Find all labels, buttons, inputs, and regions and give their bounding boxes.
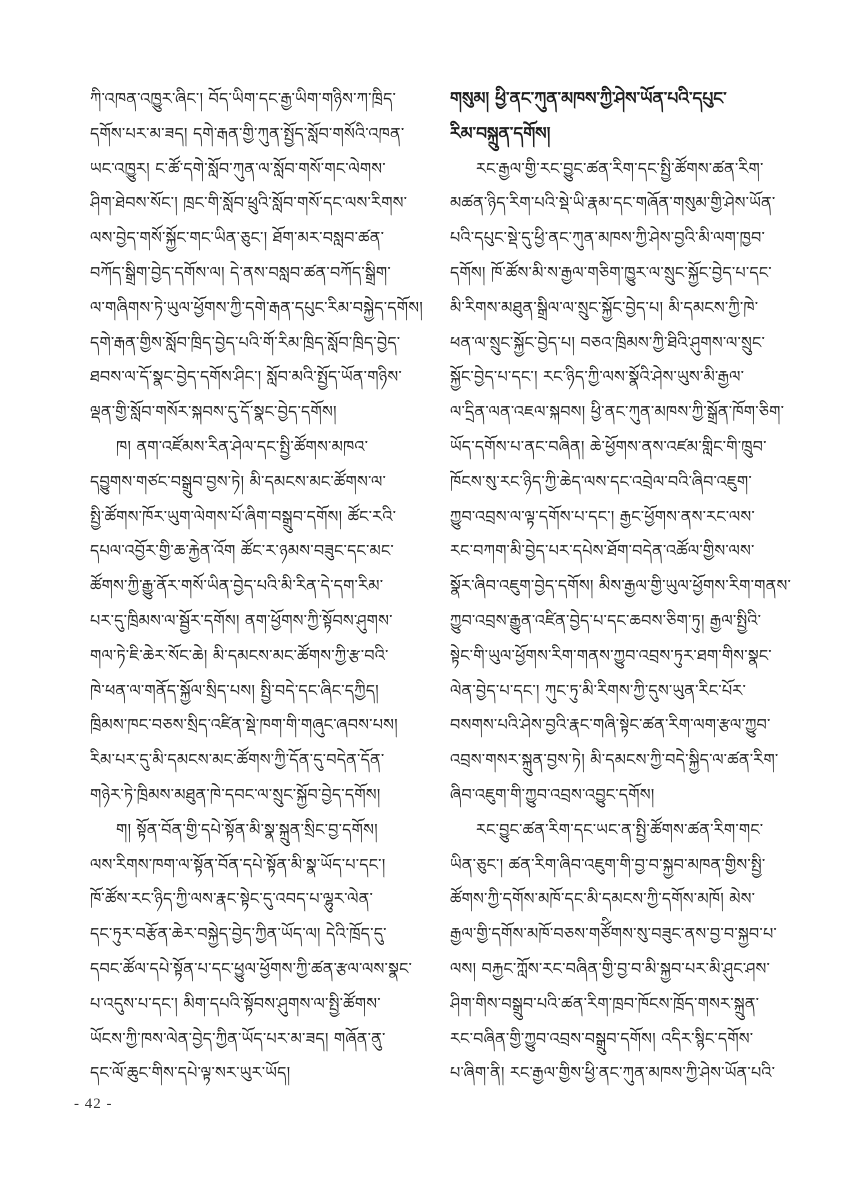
text-line: ཁེ་ཕན་ལ་གནོད་སྐྱོལ་སྲིད་པས། སྤྱི་བདེ་དང་ཞིང་དཀྱིད། (90, 680, 379, 700)
text-line: ལས། བརྐྱང་ཀློས་རང་བཞིན་གྱི་བྱ་བ་མི་སྐྱབ་པར་མི་ཤུང་ཤས་ (450, 958, 771, 978)
text-line: ཀི་འཁན་འཁྱུར་ཞིང་། བོད་ཡིག་དང་རྒྱ་ཡིག་གཉིས་ཀ་ཁྲིད་ (90, 89, 397, 108)
text-line: རང་བཀག་མི་བྱེད་པར་དཔེས་ཐོག་བདེན་འཚོལ་གྱིས་ལས་ (450, 541, 755, 561)
text-line: སྐྱོང་བྱེད་པ་དང་། རང་ཉིད་ཀྱི་ལས་སྣོའི་ཤེས་ཡུས་མི་རྒྱལ་ (450, 367, 745, 387)
text-line: ག། སྟོན་བོན་གྱི་དཔེ་སྟོན་མི་སྣ་སྐྲུན་སྲིང་བྱ་དགོས། (116, 819, 378, 839)
text-line: ཡིན་ཅུང་། ཚན་རིག་ཞིབ་འཇུག་གི་བྱ་བ་སྐྱབ་མཁན་གྱིས་སྤྱི་ (450, 854, 766, 874)
text-line: ལྡན་གྱི་སློབ་གསོར་སྐབས་དུ་དོ་སྣང་བྱེད་དགོས། (90, 402, 337, 422)
text-line: ཡོངས་ཀྱི་ཁས་ལེན་བྱེད་ཀྱིན་ཡོད་པར་མ་ཟད། གཞོན་ནུ་ (90, 1028, 386, 1048)
text-line: ཞིབ་འཇུག་གི་ཀྱུབ་འབྲས་འབྱུང་དགོས། (450, 784, 655, 804)
text-line: ཤིག་གིས་བསྒྲུབ་པའི་ཚན་རིག་ཁྲབ་ཁོངས་ཁྲོད་གསར་སྐྲུན་ (450, 993, 760, 1013)
text-line: དཔལ་འབྱོར་གྱི་ཆ་རྐྱེན་འོག ཚོང་ར་ཉམས་བཟུང་དང་མང་ (90, 541, 394, 561)
text-line: འབྲས་གསར་སྐྲུན་བྱས་ཏེ། མི་དམངས་ཀྱི་བདེ་སྐྱིད་ལ་ཚན་རིག་ (450, 750, 779, 770)
text-line: ཁོ་ཚོས་རང་ཉིད་ཀྱི་ལས་རྣང་སྟེང་དུ་འབད་པ་ལྷུར་ལེན་ (90, 889, 374, 909)
text-line: ལས་བྱེད་གསོ་སྐྱོང་གང་ཡིན་ཅུང་། ཐོག་མར་བསླབ་ཚན་ (90, 228, 385, 248)
text-line: ལེན་བྱེད་པ་དང་། ཀུང་ཏུ་མི་རིགས་ཀྱི་དུས་ཡུན་རིང་པོར་ (450, 680, 747, 700)
text-line: དང་ལོ་ཆུང་གིས་དཔེ་ལྟ་སར་ཡུར་ཡོད། (90, 1063, 291, 1083)
text-line: དབང་ཚོལ་དཔེ་སྟོན་པ་དང་ཕྱུལ་ཕྱོགས་ཀྱི་ཚན་རྩལ་ལས་སྣང་ (90, 958, 413, 978)
text-line: དགོས་པར་མ་ཟད། དགེ་རྒན་གྱི་ཀུན་སྤྱོད་སློབ་གསོའི་འཁན་ (90, 123, 405, 143)
text-line: སྟེང་གི་ཡུལ་ཕྱོགས་རིག་གནས་ཀྱུབ་འབྲས་ཏུར་ཐག་གིས་སྣང་ (450, 645, 772, 665)
text-line: ལ་གཞིགས་ཏེ་ཡུལ་ཕྱོགས་ཀྱི་དགེ་རྒན་དཔུང་རིམ་བསྐྱེད་དགོས། (90, 297, 423, 317)
text-line: དབྱུགས་གཙང་བསྒྲུབ་བྱས་ཏེ། མི་དམངས་མང་ཚོགས་ལ་ (90, 471, 387, 491)
text-line: པ་ཞིག་ནི། རང་རྒྱལ་གྱིས་ཕྱི་ནང་ཀུན་མཁས་ཀྱི་ཤེས་ཡོན་པའི་ (450, 1063, 776, 1083)
text-line: མཚན་ཉིད་རིག་པའི་སྡེ་ཡི་རྣམ་དང་གཞོན་གསུམ་གྱི་ཤེས་ཡོན་ (450, 193, 776, 213)
text-line: རིམ་པར་དུ་མི་དམངས་མང་ཚོགས་ཀྱི་དོན་དུ་བདེན་དོན་ (90, 750, 385, 770)
text-line: རང་རྒྱལ་གྱི་རང་བྱུང་ཚན་རིག་དང་སྤྱི་ཚོགས་ཚན་རིག་ (476, 158, 764, 178)
text-line: རང་བཞིན་གྱི་ཀྱུབ་འབྲས་བསྒྲུབ་དགོས། འདིར་སྙིང་དགོས་ (450, 1028, 754, 1048)
section-heading: གསུམ། ཕྱི་ནང་ཀུན་མཁས་ཀྱི་ཤེས་ཡོན་པའི་དཔུང་ (450, 89, 727, 109)
text-line: བཀོད་སྒྲིག་བྱེད་དགོས་ལ། དེ་ནས་བསླབ་ཚན་བཀོད་སྒྲིག་ (90, 262, 391, 282)
left-column (90, 82, 436, 1091)
text-line: ཁྲིམས་ཁང་བཅས་སྲིད་འཛིན་སྡེ་ཁག་གི་གཞུང་ཞབས་པས། (90, 715, 398, 735)
text-line: ཡོད་དགོས་པ་ནང་བཞིན། ཆེ་ཕྱོགས་ནས་འཛམ་གླིང་གི་ཁྲུབ་ (450, 436, 767, 456)
text-line: ཁོངས་སུ་རང་ཉིད་ཀྱི་ཆེད་ལས་དང་འབྲེལ་བའི་ཞིབ་འཇུག་ (450, 471, 752, 491)
text-line: རང་བྱུང་ཚན་རིག་དང་ཡང་ན་སྤྱི་ཚོགས་ཚན་རིག་གང་ (476, 819, 764, 839)
text-line: ཀྱུབ་འབྲས་རྒྱུན་འཛིན་བྱེད་པ་དང་ཆབས་ཅིག་ཏུ། རྒྱལ་སྤྱིའི་ (450, 610, 762, 630)
text-line: ཀྱུབ་འབྲས་ལ་ལྟ་དགོས་པ་དང་། རྒྱང་ཕྱོགས་ནས་རང་ལས་ (450, 506, 755, 526)
text-line: དགོས། ཁོ་ཚོས་མི་ས་རྒྱལ་གཅིག་ཁྱུར་ལ་སྲུང་སྐྱོང་བྱེད་པ་དང་ (450, 262, 772, 282)
text-line: ཁ། ནག་འཛོམས་རིན་ཤེལ་དང་སྤྱི་ཚོགས་མཁའ་ (116, 436, 369, 456)
page-number: - 42 - (74, 1096, 113, 1112)
text-line: མི་རིགས་མཐུན་སྒྲིལ་ལ་སྲུང་སྐྱོང་བྱེད་པ། མི་དམངས་ཀྱི་ཁེ་ (450, 297, 759, 317)
text-line: པར་དུ་ཁྲིམས་ལ་སྦྱོར་དགོས། ནག་ཕྱོགས་ཀྱི་སྟོབས་ཤུགས་ (90, 610, 393, 630)
text-line: ལ་དྲིན་ལན་འཇལ་སྐབས། ཕྱི་ནང་ཀུན་མཁས་ཀྱི་སྒྲོན་ཁོག་ཅིག་ (450, 402, 785, 422)
text-line: དང་ཏུར་བརྩོན་ཆེར་བསྐྱེད་བྱེད་ཀྱིན་ཡོད་ལ། དེའི་ཁྲོད་དུ་ (90, 924, 387, 944)
text-line: གལ་ཏེ་ཇི་ཆེར་སོང་ཆེ། མི་དམངས་མང་ཚོགས་ཀྱི་རྩ་བའི་ (90, 645, 389, 665)
text-line: གཉེར་ཏེ་ཁྲིམས་མཐུན་ཁེ་དབང་ལ་སྲུང་སྐྱོབ་བྱེད་དགོས། (90, 784, 381, 804)
text-line: སྣོར་ཞིབ་འཇུག་བྱེད་དགོས། མིས་རྒྱལ་གྱི་ཡུལ་ཕྱོགས་རིག་གནས་ (450, 576, 792, 596)
text-line: ལས་རིགས་ཁག་ལ་སྟོན་བོན་དཔེ་སྟོན་མི་སྣ་ཡོད་པ་དང་། (90, 854, 386, 874)
text-line: ཕན་ལ་སྲུང་སྐྱོང་བྱེད་པ། བཅའ་ཁྲིམས་ཀྱི་ཐིའི་ཤུགས་ལ་སྲུང་ (450, 332, 765, 352)
text-line: བསགས་པའི་ཤེས་བྱའི་རྣང་གཞི་སྟེང་ཚན་རིག་ལག་རྩལ་ཀྱུབ་ (450, 715, 771, 735)
text-line: ཚོགས་ཀྱི་རྒྱུ་ནོར་གསོ་ཡིན་བྱེད་པའི་མི་རིན་དེ་དག་རིམ་ (90, 576, 384, 596)
section-heading: རིམ་བསྐྲུན་དགོས། (450, 123, 551, 144)
text-line: ཐབས་ལ་དོ་སྣང་བྱེད་དགོས་ཤིང་། སློབ་མའི་སྤྱོད་ཡོན་གཉིས་ (90, 367, 402, 387)
text-line: སྤྱི་ཚོགས་ཁོར་ཡུག་ལེགས་པོ་ཞིག་བསྒྲུབ་དགོས། ཚོང་རའི་ (90, 506, 397, 526)
text-line: པའི་དཔུང་སྡེ་དུ་ཕྱི་ནང་ཀུན་མཁས་ཀྱི་ཤེས་བྱའི་མི་ལག་ཁྱབ་ (450, 228, 766, 248)
text-line: ཡང་འཁྱུར། ང་ཚོ་དགེ་སློབ་ཀུན་ལ་སློབ་གསོ་གང་ལེགས་ (90, 158, 386, 178)
text-line: པ་འདུས་པ་དང་། མིག་དཔའི་སྟོབས་ཤུགས་ལ་སྤྱི་ཚོགས་ (90, 993, 381, 1013)
right-column (450, 82, 796, 1091)
text-line: ཚོགས་ཀྱི་དགོས་མཁོ་དང་མི་དམངས་ཀྱི་དགོས་མཁོ། མེས་ (450, 889, 756, 909)
text-line: དགེ་རྒན་གྱིས་སློབ་ཁྲིད་བྱེད་པའི་གོ་རིམ་ཁྲིད་སློབ་ཁྲིད་བྱེད་ (90, 332, 401, 352)
text-line: རྒྱལ་གྱི་དགོས་མཁོ་བཅས་གཙོིགས་སུ་བཟུང་ནས་བྱ་བ་སྐྱབ་པ་ (450, 924, 777, 944)
text-line: ཤིག་ཐེབས་སོང་། ཁྲང་གི་སློབ་ཕྲུའི་སློབ་གསོ་དང་ལས་རིགས་ (90, 193, 408, 213)
